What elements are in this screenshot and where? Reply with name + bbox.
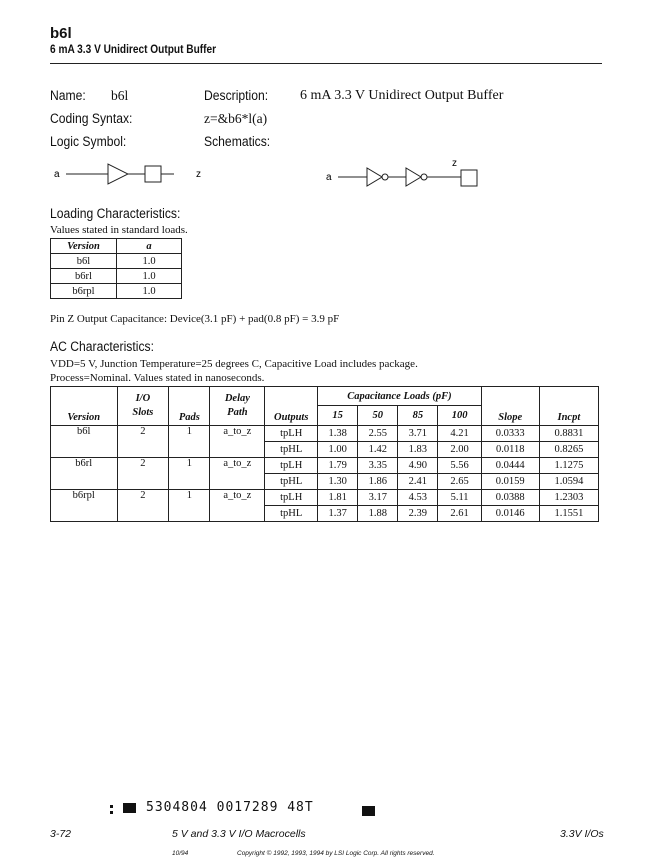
loading-heading: Loading Characteristics: xyxy=(50,206,181,221)
ac-cell: tpLH xyxy=(265,426,318,442)
ac-cell: 5.11 xyxy=(438,490,481,506)
ac-cell: b6rl xyxy=(51,458,118,490)
ac-cell: tpHL xyxy=(265,474,318,490)
section-name: 3.3V I/Os xyxy=(560,828,604,840)
ac-cell: 1.37 xyxy=(318,506,358,522)
table-row xyxy=(51,458,599,474)
ac-cell: 4.90 xyxy=(398,458,438,474)
logic-input-label: a xyxy=(54,169,60,180)
logic-symbol xyxy=(50,155,210,195)
ac-cell: 2 xyxy=(117,490,169,522)
ac-cell: 1.2303 xyxy=(539,490,598,506)
ac-cell: tpLH xyxy=(265,458,318,474)
ac-cell: 1.42 xyxy=(358,442,398,458)
loading-col-version: Version xyxy=(51,239,117,254)
ac-cell: 2.00 xyxy=(438,442,481,458)
ac-cell: 2 xyxy=(117,458,169,490)
barcode-text: 5304804 0017289 48T xyxy=(146,800,314,815)
ac-cell: 0.8831 xyxy=(539,426,598,442)
loading-note: Values stated in standard loads. xyxy=(50,224,188,236)
ac-cell: 3.35 xyxy=(358,458,398,474)
ac-col-load-15: 15 xyxy=(318,406,358,426)
footer-block-mark xyxy=(362,806,375,816)
ac-cell: 1.1275 xyxy=(539,458,598,474)
pad-square-icon xyxy=(145,166,161,182)
loading-cell: 1.0 xyxy=(117,269,182,284)
ac-cell: 0.0159 xyxy=(481,474,539,490)
page-title: b6l xyxy=(50,25,72,42)
ac-table xyxy=(50,386,599,522)
ac-cell: 0.0444 xyxy=(481,458,539,474)
ac-heading: AC Characteristics: xyxy=(50,339,154,354)
coding-value: z=&b6*l(a) xyxy=(204,111,268,126)
page-number: 3-72 xyxy=(50,828,72,840)
table-row xyxy=(51,426,599,442)
ac-col-incpt: Incpt xyxy=(539,387,598,426)
ac-table-body xyxy=(51,426,599,522)
loading-table xyxy=(50,238,182,299)
loading-cell: 1.0 xyxy=(117,284,182,299)
ac-cell: 5.56 xyxy=(438,458,481,474)
ac-note-1: VDD=5 V, Junction Temperature=25 degrees C, Capacitive Load includes package. xyxy=(50,358,418,370)
ac-cell: b6rpl xyxy=(51,490,118,522)
ac-cell: 0.0333 xyxy=(481,426,539,442)
ac-cell: 1.86 xyxy=(358,474,398,490)
ac-cell: 1.00 xyxy=(318,442,358,458)
table-row xyxy=(51,490,599,506)
ac-cell: 1 xyxy=(169,426,210,458)
schematic-diagram xyxy=(322,155,492,195)
ac-cell: tpLH xyxy=(265,490,318,506)
footer-dot xyxy=(110,805,113,808)
ac-cell: tpHL xyxy=(265,442,318,458)
ac-cell: 1.88 xyxy=(358,506,398,522)
ac-col-io-slots xyxy=(117,387,169,426)
ac-cell: 1 xyxy=(169,490,210,522)
ac-cell: b6l xyxy=(51,426,118,458)
footer-date: 10/94 xyxy=(172,850,189,857)
book-title: 5 V and 3.3 V I/O Macrocells xyxy=(172,828,306,840)
ac-cell: 4.53 xyxy=(398,490,438,506)
ac-cell: 2.55 xyxy=(358,426,398,442)
ac-cell: 1.0594 xyxy=(539,474,598,490)
schematic-input-label: a xyxy=(326,172,332,183)
io-label: I/O xyxy=(135,393,151,404)
path-label: Path xyxy=(227,407,248,418)
ac-cell: 2.65 xyxy=(438,474,481,490)
loading-col-a: a xyxy=(117,239,182,254)
ac-cell: a_to_z xyxy=(210,426,265,458)
table-row xyxy=(51,284,182,299)
loading-cell: b6rpl xyxy=(51,284,117,299)
table-row xyxy=(51,254,182,269)
logic-output-label: z xyxy=(196,169,201,180)
coding-label: Coding Syntax: xyxy=(50,111,133,126)
ac-cell: 0.0118 xyxy=(481,442,539,458)
ac-cell: 2 xyxy=(117,426,169,458)
ac-cell: 3.17 xyxy=(358,490,398,506)
ac-cell: 3.71 xyxy=(398,426,438,442)
loading-cell: b6l xyxy=(51,254,117,269)
delay-label: Delay xyxy=(224,393,250,404)
page-subtitle: 6 mA 3.3 V Unidirect Output Buffer xyxy=(50,44,217,56)
inverter-1-icon xyxy=(367,168,382,186)
table-row xyxy=(51,269,182,284)
ac-col-load-100: 100 xyxy=(438,406,481,426)
ac-cell: 1 xyxy=(169,458,210,490)
ac-cell: tpHL xyxy=(265,506,318,522)
ac-cell: 1.1551 xyxy=(539,506,598,522)
ac-cell: 0.0388 xyxy=(481,490,539,506)
ac-cell: 1.30 xyxy=(318,474,358,490)
description-label: Description: xyxy=(204,88,269,103)
description-value: 6 mA 3.3 V Unidirect Output Buffer xyxy=(300,88,504,103)
schematic-pad-icon xyxy=(461,170,477,186)
ac-col-load-50: 50 xyxy=(358,406,398,426)
copyright: Copyright © 1992, 1993, 1994 by LSI Logic Corp. All rights reserved. xyxy=(237,850,435,857)
ac-col-delay-path xyxy=(210,387,265,426)
ac-cell: a_to_z xyxy=(210,458,265,490)
ac-cell: a_to_z xyxy=(210,490,265,522)
ac-col-slope: Slope xyxy=(481,387,539,426)
footer-block-mark xyxy=(123,803,136,813)
inverter-2-icon xyxy=(406,168,421,186)
ac-note-2: Process=Nominal. Values stated in nanoseconds. xyxy=(50,372,265,384)
slots-label: Slots xyxy=(132,407,154,418)
name-value: b6l xyxy=(111,88,129,103)
ac-cell: 0.8265 xyxy=(539,442,598,458)
ac-cell: 4.21 xyxy=(438,426,481,442)
capacitance-note: Pin Z Output Capacitance: Device(3.1 pF) + pad(0.8 pF) = 3.9 pF xyxy=(50,313,340,325)
ac-cell: 1.81 xyxy=(318,490,358,506)
schematics-label: Schematics: xyxy=(204,134,271,149)
name-label: Name: xyxy=(50,88,86,103)
ac-cell: 2.41 xyxy=(398,474,438,490)
ac-col-capacitance-group: Capacitance Loads (pF) xyxy=(318,387,482,406)
buffer-triangle-icon xyxy=(108,164,128,184)
ac-cell: 1.83 xyxy=(398,442,438,458)
ac-col-load-85: 85 xyxy=(398,406,438,426)
loading-cell: b6rl xyxy=(51,269,117,284)
schematic-output-label: z xyxy=(452,158,457,169)
ac-cell: 0.0146 xyxy=(481,506,539,522)
footer-dot xyxy=(110,811,113,814)
ac-col-pads: Pads xyxy=(169,387,210,426)
ac-cell: 1.79 xyxy=(318,458,358,474)
ac-col-outputs: Outputs xyxy=(265,387,318,426)
ac-cell: 1.38 xyxy=(318,426,358,442)
ac-cell: 2.39 xyxy=(398,506,438,522)
ac-cell: 2.61 xyxy=(438,506,481,522)
ac-col-version: Version xyxy=(51,387,118,426)
header-rule xyxy=(50,63,602,64)
loading-cell: 1.0 xyxy=(117,254,182,269)
logic-symbol-label: Logic Symbol: xyxy=(50,134,127,149)
